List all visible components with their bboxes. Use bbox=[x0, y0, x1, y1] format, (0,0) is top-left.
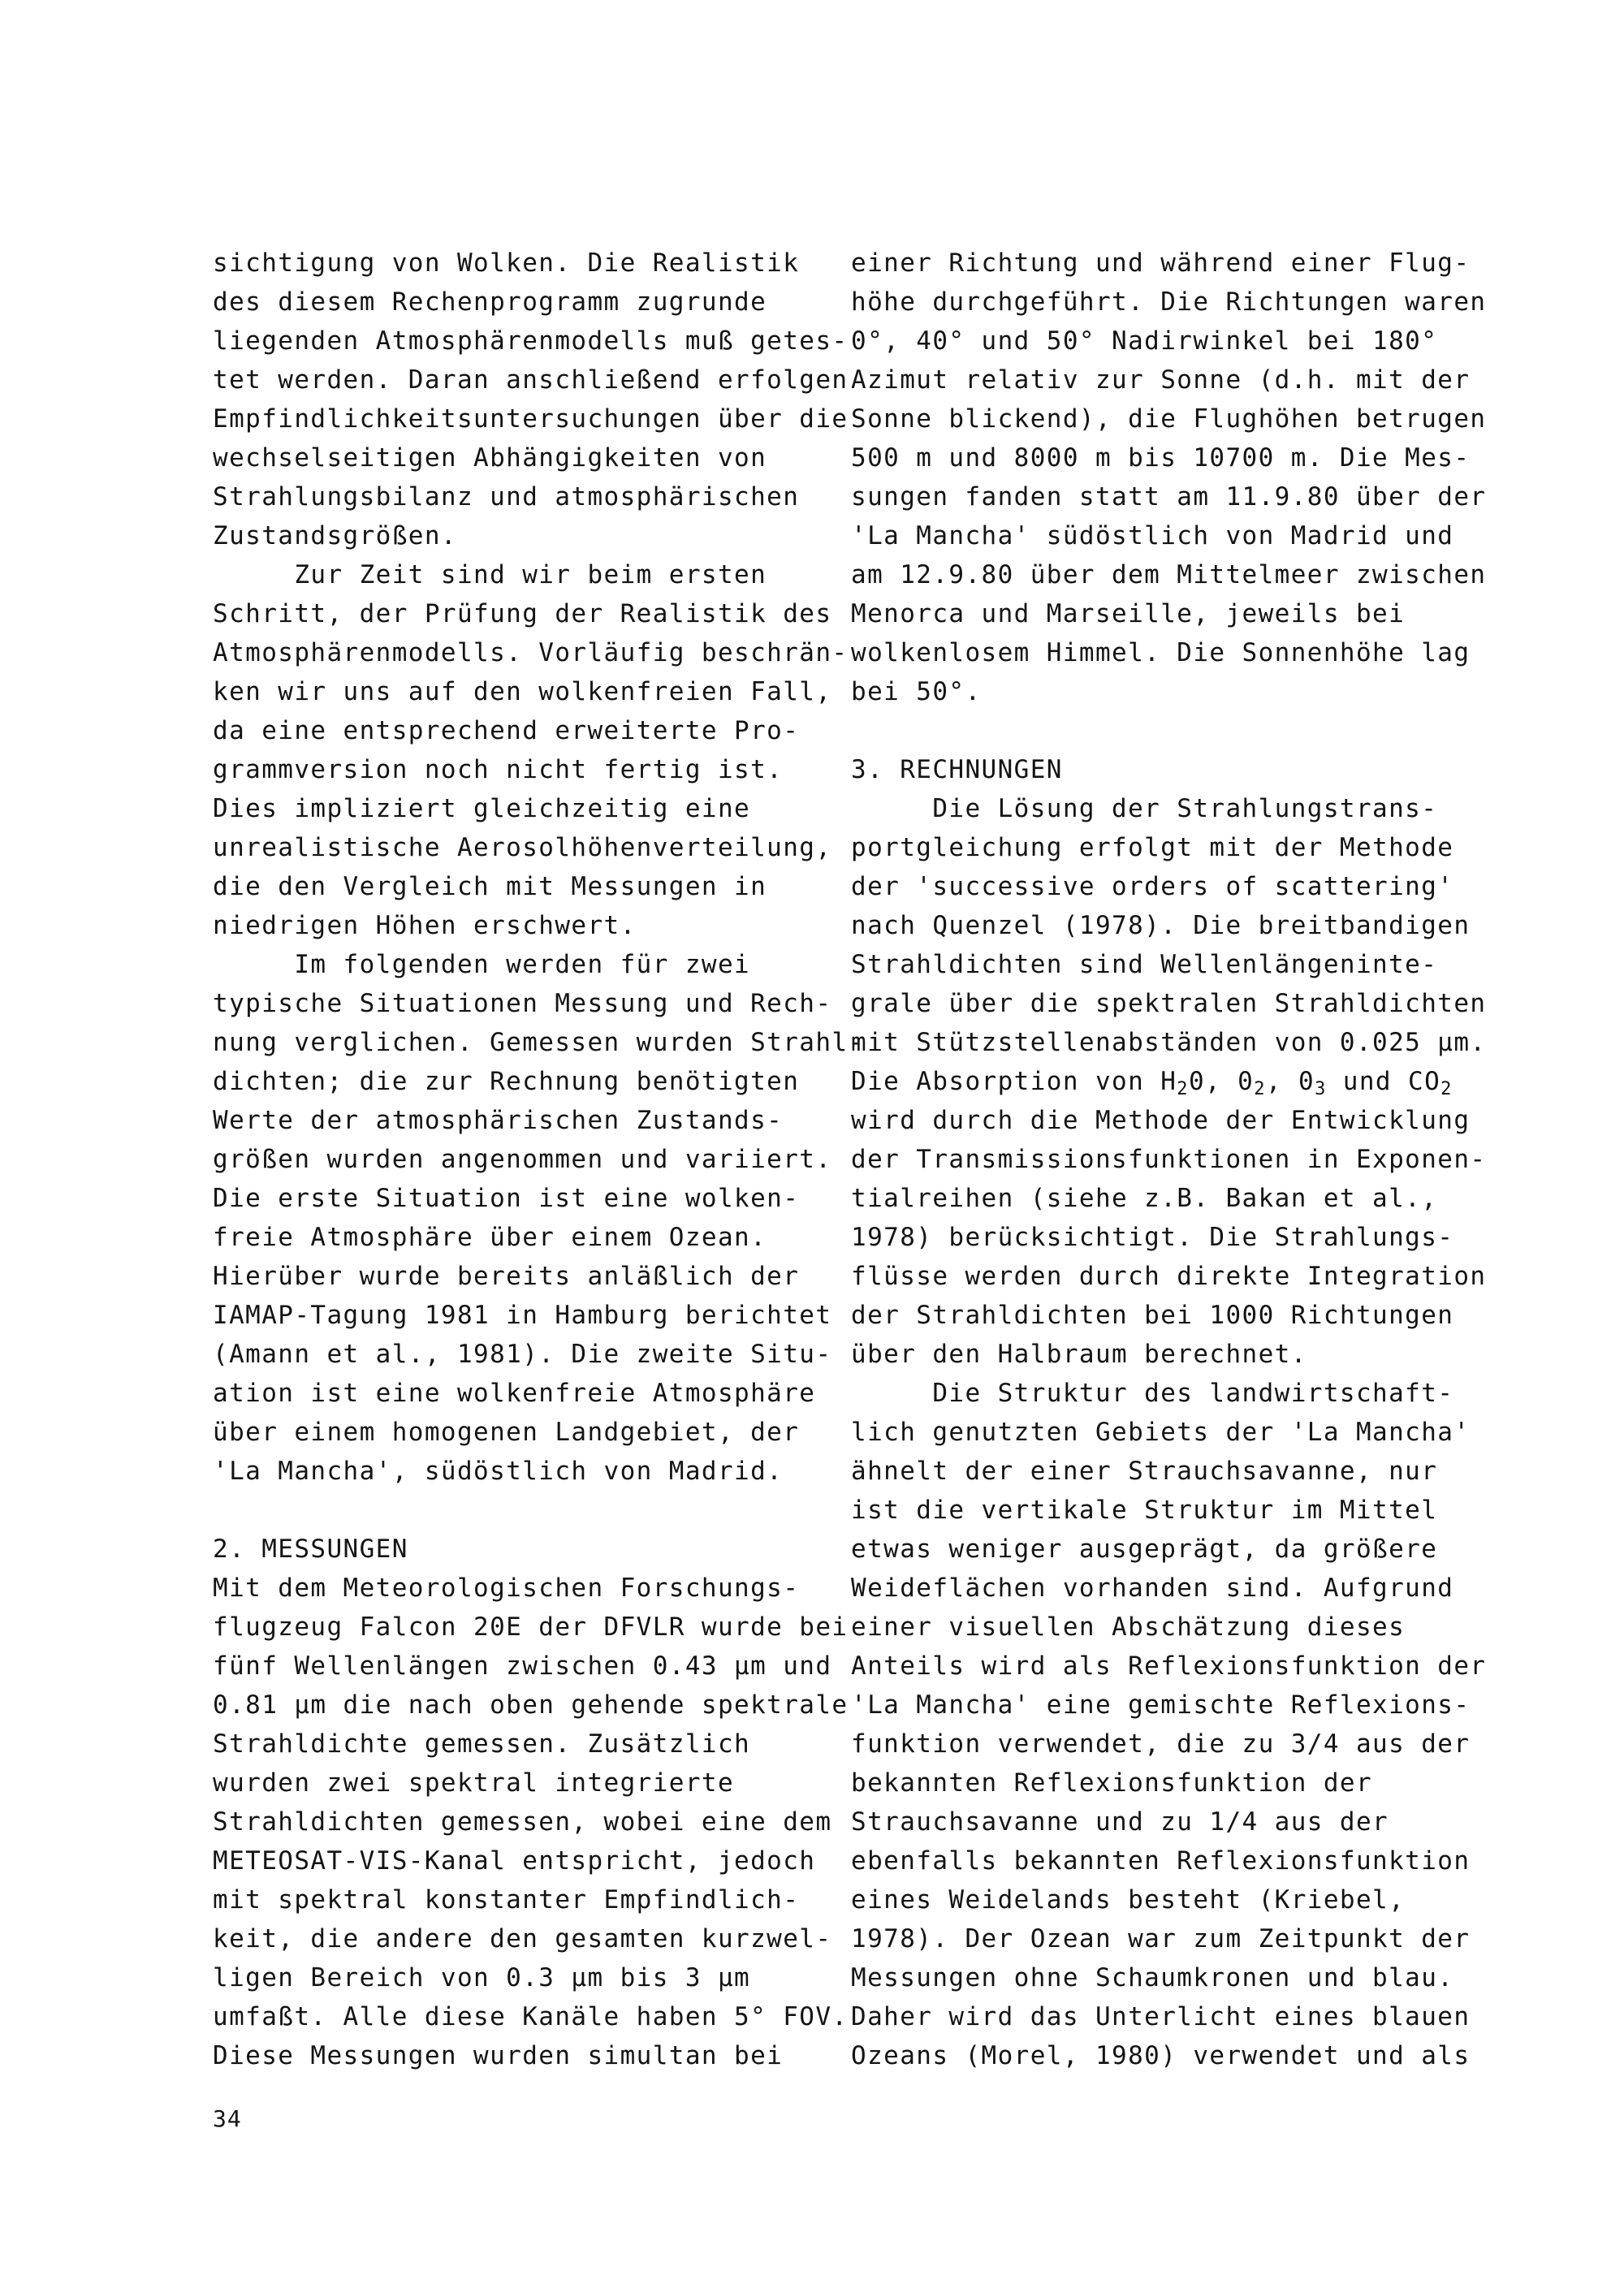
text-line: Diese Messungen wurden simultan bei bbox=[213, 2041, 784, 2070]
blank-line bbox=[851, 711, 1468, 750]
right-paragraph-2b bbox=[851, 1101, 1487, 1374]
text-line: bekannten Reflexionsfunktion der bbox=[851, 1768, 1373, 1798]
o3-subscript: 3 bbox=[1315, 1079, 1327, 1099]
text-line: einer Richtung und während einer Flug- bbox=[851, 248, 1471, 278]
text-line: des diesem Rechenprogramm zugrunde bbox=[213, 287, 767, 317]
absorption-text: und CO bbox=[1326, 1067, 1441, 1096]
text-line: umfaßt. Alle diese Kanäle haben 5° FOV. bbox=[213, 2002, 849, 2031]
text-line: der 'successive orders of scattering' bbox=[851, 872, 1454, 901]
text-line: 'La Mancha', südöstlich von Madrid. bbox=[213, 1457, 784, 1486]
text-line: portgleichung erfolgt mit der Methode bbox=[851, 833, 1454, 862]
text-line: ähnelt der einer Strauchsavanne, nur bbox=[851, 1457, 1438, 1486]
text-line: 'La Mancha' eine gemischte Reflexions- bbox=[851, 1690, 1471, 1720]
text-line: sichtigung von Wolken. Die Realistik bbox=[213, 248, 800, 278]
text-line: Anteils wird als Reflexionsfunktion der bbox=[851, 1651, 1487, 1681]
text-line: niedrigen Höhen erschwert. bbox=[213, 911, 637, 940]
text-line: Messungen ohne Schaumkronen und blau. bbox=[851, 1963, 1454, 1992]
text-line: keit, die andere den gesamten kurzwel- bbox=[213, 1924, 832, 1953]
left-column bbox=[213, 244, 865, 2075]
text-line: ation ist eine wolkenfreie Atmosphäre bbox=[213, 1379, 816, 1408]
text-line: Strauchsavanne und zu 1/4 aus der bbox=[851, 1807, 1389, 1837]
right-paragraph-2a bbox=[851, 789, 1487, 1062]
text-line: sungen fanden statt am 11.9.80 über der bbox=[851, 482, 1487, 512]
text-line: funktion verwendet, die zu 3/4 aus der bbox=[851, 1729, 1471, 1759]
left-paragraph-1 bbox=[213, 244, 849, 555]
text-line: liegenden Atmosphärenmodells muß getes- bbox=[213, 326, 849, 356]
absorption-text: Die Absorption von H bbox=[851, 1067, 1177, 1096]
text-line: ist die vertikale Struktur im Mittel bbox=[851, 1496, 1438, 1525]
text-line: Mit dem Meteorologischen Forschungs- bbox=[213, 1574, 800, 1603]
text-line: wolkenlosem Himmel. Die Sonnenhöhe lag bbox=[851, 638, 1471, 667]
left-paragraph-4 bbox=[213, 1569, 849, 2075]
text-line: größen wurden angenommen und variiert. bbox=[213, 1145, 832, 1174]
absorption-line bbox=[851, 1062, 1468, 1101]
text-line: der Transmissionsfunktionen in Exponen- bbox=[851, 1145, 1487, 1174]
text-line: fünf Wellenlängen zwischen 0.43 µm und bbox=[213, 1651, 832, 1681]
absorption-text: , 0 bbox=[1265, 1067, 1315, 1096]
text-line: der Strahldichten bei 1000 Richtungen bbox=[851, 1301, 1454, 1330]
right-column bbox=[851, 244, 1487, 2075]
text-line: flüsse werden durch direkte Integration bbox=[851, 1262, 1487, 1291]
text-line: Empfindlichkeitsuntersuchungen über die bbox=[213, 404, 849, 434]
text-line: nung verglichen. Gemessen wurden Strahl- bbox=[213, 1028, 865, 1057]
text-line: über den Halbraum berechnet. bbox=[851, 1340, 1307, 1369]
text-line: Zur Zeit sind wir beim ersten bbox=[213, 560, 767, 589]
left-paragraph-3 bbox=[213, 945, 865, 1491]
co2-subscript: 2 bbox=[1440, 1079, 1453, 1099]
h2o-subscript: 2 bbox=[1177, 1079, 1189, 1099]
right-paragraph-3 bbox=[851, 1374, 1487, 2075]
text-line: Strahldichten sind Wellenlängeninte- bbox=[851, 950, 1438, 979]
text-line: Strahlungsbilanz und atmosphärischen bbox=[213, 482, 800, 512]
text-line: Schritt, der Prüfung der Realistik des bbox=[213, 599, 832, 628]
text-line: IAMAP-Tagung 1981 in Hamburg berichtet bbox=[213, 1301, 832, 1330]
text-line: 500 m und 8000 m bis 10700 m. Die Mes- bbox=[851, 443, 1471, 473]
text-line: mit Stützstellenabständen von 0.025 µm. bbox=[851, 1028, 1487, 1057]
text-line: wird durch die Methode der Entwicklung bbox=[851, 1106, 1471, 1135]
text-line: flugzeug Falcon 20E der DFVLR wurde bei bbox=[213, 1612, 849, 1642]
text-line: Ozeans (Morel, 1980) verwendet und als bbox=[851, 2041, 1471, 2070]
text-line: 1978) berücksichtigt. Die Strahlungs- bbox=[851, 1223, 1454, 1252]
text-line: die den Vergleich mit Messungen in bbox=[213, 872, 767, 901]
text-line: einer visuellen Abschätzung dieses bbox=[851, 1612, 1406, 1642]
text-line: bei 50°. bbox=[851, 677, 982, 706]
text-line: wechselseitigen Abhängigkeiten von bbox=[213, 443, 767, 473]
text-line: Im folgenden werden für zwei bbox=[213, 950, 751, 979]
text-line: Dies impliziert gleichzeitig eine bbox=[213, 794, 751, 823]
text-line: grale über die spektralen Strahldichten bbox=[851, 989, 1487, 1018]
o2-subscript: 2 bbox=[1254, 1079, 1266, 1099]
text-line: eines Weidelands besteht (Kriebel, bbox=[851, 1885, 1406, 1915]
text-line: typische Situationen Messung und Rech- bbox=[213, 989, 832, 1018]
text-line: über einem homogenen Landgebiet, der bbox=[213, 1418, 800, 1447]
text-line: unrealistische Aerosolhöhenverteilung, bbox=[213, 833, 832, 862]
page-number: 34 bbox=[213, 2105, 242, 2132]
text-line: METEOSAT-VIS-Kanal entspricht, jedoch bbox=[213, 1846, 816, 1876]
text-line: dichten; die zur Rechnung benötigten bbox=[213, 1067, 800, 1096]
text-line: 1978). Der Ozean war zum Zeitpunkt der bbox=[851, 1924, 1471, 1953]
text-line: Die erste Situation ist eine wolken- bbox=[213, 1184, 800, 1213]
text-line: Die Struktur des landwirtschaft- bbox=[851, 1379, 1454, 1408]
left-paragraph-2 bbox=[213, 555, 849, 945]
text-line: am 12.9.80 über dem Mittelmeer zwischen bbox=[851, 560, 1487, 589]
text-line: ebenfalls bekannten Reflexionsfunktion bbox=[851, 1846, 1471, 1876]
section-heading-messungen: 2. MESSUNGEN bbox=[213, 1535, 408, 1564]
text-line: freie Atmosphäre über einem Ozean. bbox=[213, 1223, 767, 1252]
text-line: nach Quenzel (1978). Die breitbandigen bbox=[851, 911, 1471, 940]
text-line: etwas weniger ausgeprägt, da größere bbox=[851, 1535, 1438, 1564]
text-line: tet werden. Daran anschließend erfolgen bbox=[213, 365, 849, 395]
text-line: wurden zwei spektral integrierte bbox=[213, 1768, 735, 1798]
text-line: Menorca und Marseille, jeweils bei bbox=[851, 599, 1406, 628]
text-line: da eine entsprechend erweiterte Pro- bbox=[213, 716, 800, 745]
text-line: grammversion noch nicht fertig ist. bbox=[213, 755, 784, 784]
text-line: 'La Mancha' südöstlich von Madrid und bbox=[851, 521, 1454, 550]
text-line: Atmosphärenmodells. Vorläufig beschrän- bbox=[213, 638, 849, 667]
section-heading-rechnungen: 3. RECHNUNGEN bbox=[851, 755, 1063, 784]
text-line: tialreihen (siehe z.B. Bakan et al., bbox=[851, 1184, 1438, 1213]
text-line: Azimut relativ zur Sonne (d.h. mit der bbox=[851, 365, 1471, 395]
text-line: lich genutzten Gebiets der 'La Mancha' bbox=[851, 1418, 1471, 1447]
blank-line bbox=[213, 1491, 846, 1530]
text-line: 0.81 µm die nach oben gehende spektrale bbox=[213, 1690, 849, 1720]
absorption-text: 0, 0 bbox=[1188, 1067, 1255, 1096]
text-line: Die Lösung der Strahlungstrans- bbox=[851, 794, 1438, 823]
text-line: Zustandsgrößen. bbox=[213, 521, 457, 550]
text-line: Sonne blickend), die Flughöhen betrugen bbox=[851, 404, 1487, 434]
text-line: Daher wird das Unterlicht eines blauen bbox=[851, 2002, 1471, 2031]
text-line: (Amann et al., 1981). Die zweite Situ- bbox=[213, 1340, 832, 1369]
text-line: ken wir uns auf den wolkenfreien Fall, bbox=[213, 677, 832, 706]
right-paragraph-1 bbox=[851, 244, 1487, 711]
text-line: Strahldichte gemessen. Zusätzlich bbox=[213, 1729, 751, 1759]
text-line: ligen Bereich von 0.3 µm bis 3 µm bbox=[213, 1963, 751, 1992]
text-line: 0°, 40° und 50° Nadirwinkel bei 180° bbox=[851, 326, 1438, 356]
text-line: Weideflächen vorhanden sind. Aufgrund bbox=[851, 1574, 1454, 1603]
text-line: Hierüber wurde bereits anläßlich der bbox=[213, 1262, 800, 1291]
text-line: mit spektral konstanter Empfindlich- bbox=[213, 1885, 800, 1915]
text-line: Werte der atmosphärischen Zustands- bbox=[213, 1106, 784, 1135]
text-line: höhe durchgeführt. Die Richtungen waren bbox=[851, 287, 1487, 317]
text-line: Strahldichten gemessen, wobei eine dem bbox=[213, 1807, 832, 1837]
